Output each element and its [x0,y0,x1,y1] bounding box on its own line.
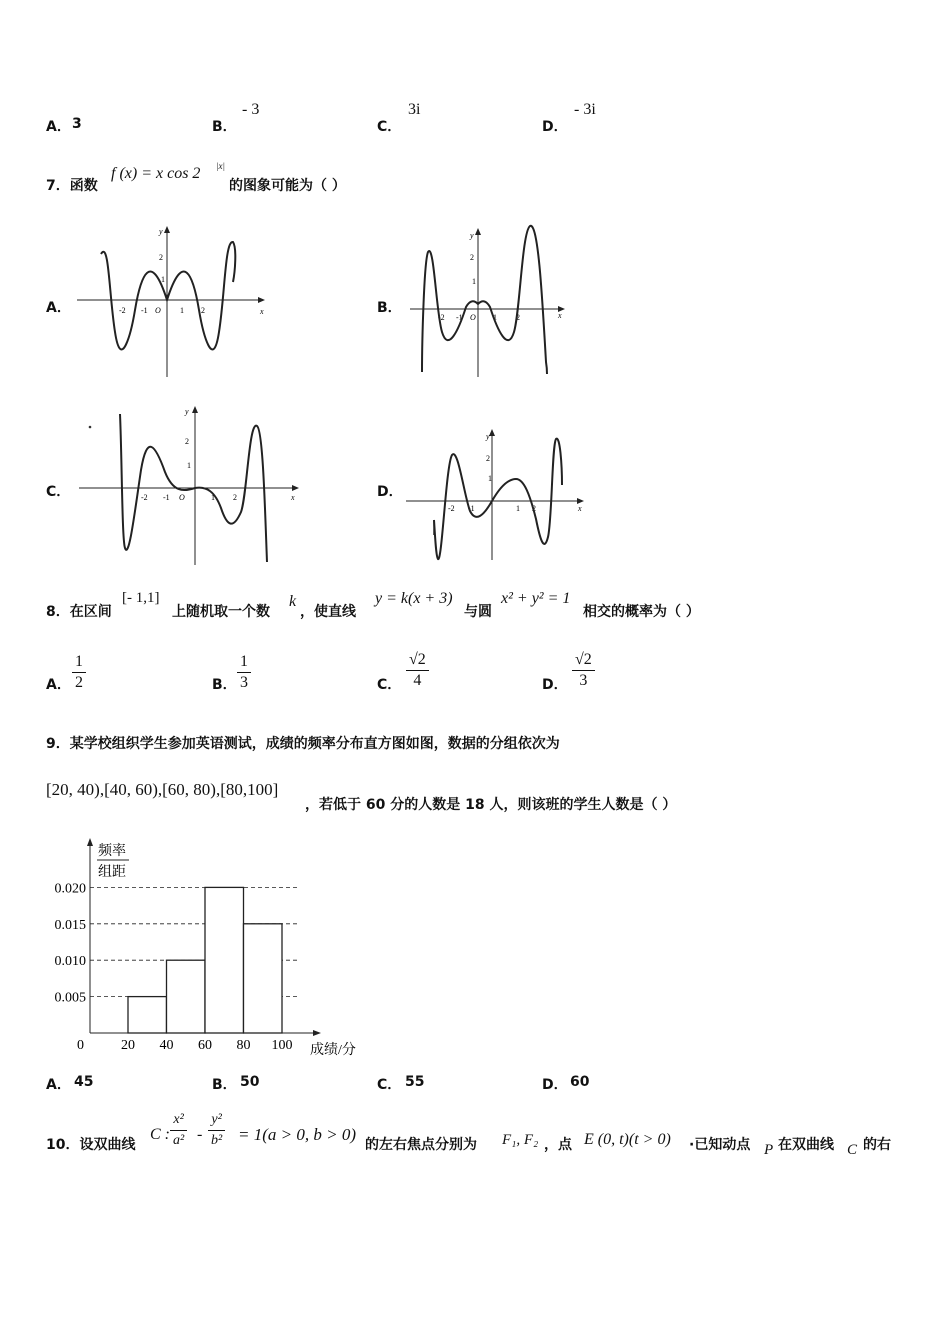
graph-a-origin: O [155,306,161,315]
graph-b-curve [422,226,547,374]
q7-option-c-label: C． [46,484,71,500]
q8-option-d-num: √2 [572,650,595,671]
q6-option-b-value: - 3 [242,101,260,118]
graph-d-tick-neg1: -1 [468,504,475,513]
q8-option-d-label: D． [542,677,568,693]
q10-p4: ·已知动点 [689,1137,751,1153]
q7-function: f (x) = x cos 2 [111,165,201,182]
graph-a-tick-2: 2 [159,253,163,262]
q7-tail: 的图象可能为（ ） [229,178,346,194]
q6-option-c-label: C． [377,119,402,135]
q6-option-a-value: 3 [72,116,82,132]
histogram-y-tick-3: 0.020 [54,881,86,897]
graph-a-curve [101,242,235,350]
q8-option-c-fraction [406,650,429,691]
q9-option-b-value: 50 [240,1074,260,1090]
histogram-ylabel-top: 频率 [98,844,126,859]
q6-option-c-value: 3i [408,101,421,118]
histogram-ylabel-bottom: 组距 [98,865,126,880]
q8-option-b-fraction [237,652,251,693]
graph-b-tick-2: 2 [470,253,474,262]
q10-frac-x [170,1110,187,1151]
q8-option-c-den: 4 [413,672,422,689]
histogram-y-tick-1: 0.010 [54,954,86,970]
graph-c-y-arrow [192,406,198,413]
graph-c-tick-neg2: -2 [141,493,148,502]
graph-c [75,400,303,568]
histogram [40,838,370,1060]
graph-d-tick-pos1: 1 [516,504,520,513]
graph-d-tick-neg2: -2 [448,504,455,513]
q8-option-a-num: 1 [72,652,86,673]
q6-option-d-label: D． [542,119,568,135]
q10-b2: b² [211,1133,223,1148]
q10-p3: ，点 [544,1137,572,1153]
q6-option-a-label: A． [46,119,71,135]
graph-a-x-label: x [260,307,264,316]
q10-minus: - [197,1126,203,1143]
histogram-x-tick-0: 20 [121,1038,135,1053]
q10-frac-y [208,1110,225,1151]
q10-y2: y² [208,1110,224,1131]
histogram-bar-0 [128,997,167,1033]
graph-d-y-arrow [489,429,495,436]
graph-c-tick-2: 2 [185,437,189,446]
q10-eq: = 1(a > 0, b > 0) [238,1125,356,1144]
graph-b-origin: O [470,313,476,322]
histogram-y-tick-0: 0.005 [54,990,86,1006]
graph-c-tick-pos2: 2 [233,493,237,502]
graph-c-tick-1: 1 [187,461,191,470]
q9-option-a-label: A． [46,1077,71,1093]
graph-c-tick-neg1: -1 [163,493,170,502]
graph-a-tick-pos2: 2 [201,306,205,315]
graph-a-y-arrow [164,226,170,233]
graph-b-tick-pos1: 1 [493,313,497,322]
graph-b [408,222,573,380]
q8-circle: x² + y² = 1 [501,590,571,607]
q8-option-b-num: 1 [237,652,251,673]
q7-number: 7．函数 [46,178,98,194]
q10-c: C : [150,1126,170,1143]
graph-d-curve [434,439,562,559]
q10-a2: a² [173,1133,185,1148]
q10-p2: 的左右焦点分别为 [365,1137,477,1153]
q7-option-b-label: B． [377,300,402,316]
q10-e: E (0, t)(t > 0) [584,1131,671,1148]
q9-groups: [20, 40),[40, 60),[60, 80),[80,100] [46,780,279,799]
q10-foci: F₁, F₂ [502,1132,539,1148]
q6-option-b-label: B． [212,119,237,135]
histogram-y-tick-2: 0.015 [54,917,86,933]
q8-option-d-den: 3 [579,672,588,689]
q9-option-a-value: 45 [74,1074,94,1090]
histogram-x-tick-4: 100 [271,1038,293,1053]
graph-a-tick-pos1: 1 [180,306,184,315]
graph-d-y-label: y [486,432,490,441]
q9-option-b-label: B． [212,1077,237,1093]
graph-d-tick-pos2: 2 [532,504,536,513]
q8-option-b-label: B． [212,677,237,693]
graph-a [75,222,275,382]
q7-option-d-label: D． [377,484,403,500]
histogram-xlabel: 成绩/分 [310,1043,356,1058]
graph-b-y-label: y [470,231,474,240]
graph-a-tick-1: 1 [161,275,165,284]
q10-p5: 在双曲线 [778,1137,834,1153]
graph-a-tick-neg2: -2 [119,306,126,315]
q8-option-b-den: 3 [240,674,248,691]
q8-interval: [- 1,1] [122,590,160,606]
graph-a-tick-neg1: -1 [141,306,148,315]
q10-number: 10．设双曲线 [46,1137,136,1153]
graph-c-y-label: y [185,407,189,416]
q7-exponent: |x| [216,161,225,171]
q6-option-d-value: - 3i [574,101,596,118]
q8-option-d-fraction [572,650,595,691]
histogram-origin: 0 [77,1038,84,1053]
graph-d-tick-1: 1 [488,474,492,483]
q7-option-a-label: A． [46,300,71,316]
histogram-x-arrow [313,1030,321,1036]
q10-c2: C [847,1142,858,1158]
graph-d [404,425,590,565]
histogram-x-tick-1: 40 [159,1038,174,1053]
graph-d-tick-2: 2 [486,454,490,463]
histogram-x-tick-3: 80 [236,1038,251,1053]
q8-p4: 与圆 [464,604,492,620]
q8-k: k [289,593,297,610]
q8-p5: 相交的概率为（ ） [583,604,700,620]
q9-option-c-label: C． [377,1077,402,1093]
graph-c-origin: O [179,493,185,502]
graph-c-tick-pos1: 1 [211,493,215,502]
graph-b-y-arrow [475,228,481,235]
q9-option-d-label: D． [542,1077,568,1093]
q9-line2: ，若低于 60 分的人数是 18 人，则该班的学生人数是（ ） [305,797,677,813]
histogram-bar-2 [205,887,244,1033]
q10-x2: x² [170,1110,186,1131]
graph-b-tick-neg2: -2 [438,313,445,322]
histogram-bar-3 [244,924,283,1033]
q8-option-c-label: C． [377,677,402,693]
histogram-y-arrow [87,838,93,846]
graph-c-x-arrow [292,485,299,491]
graph-c-x-label: x [291,493,295,502]
graph-d-x-label: x [578,504,582,513]
q8-p3: ，使直线 [300,604,356,620]
q10-p6: 的右 [863,1137,891,1153]
q8-option-a-label: A． [46,677,71,693]
q8-option-a-den: 2 [75,674,83,691]
graph-c-dot [89,426,92,429]
q8-option-a-fraction [72,652,86,693]
graph-a-y-label: y [159,227,163,236]
q9-line1: 9．某学校组织学生参加英语测试，成绩的频率分布直方图如图，数据的分组依次为 [46,736,560,752]
graph-b-tick-pos2: 2 [516,313,520,322]
q9-option-d-value: 60 [570,1074,590,1090]
histogram-bar-1 [167,960,206,1033]
q8-line: y = k(x + 3) [375,590,453,607]
q8-number: 8．在区间 [46,604,112,620]
graph-b-x-label: x [558,311,562,320]
graph-b-tick-1: 1 [472,277,476,286]
histogram-x-tick-2: 60 [198,1038,212,1053]
graph-b-tick-neg1: -1 [456,313,463,322]
q10-p: P [764,1142,774,1158]
q8-p2: 上随机取一个数 [172,604,270,620]
q9-option-c-value: 55 [405,1074,425,1090]
q8-option-c-num: √2 [406,650,429,671]
graph-a-x-arrow [258,297,265,303]
